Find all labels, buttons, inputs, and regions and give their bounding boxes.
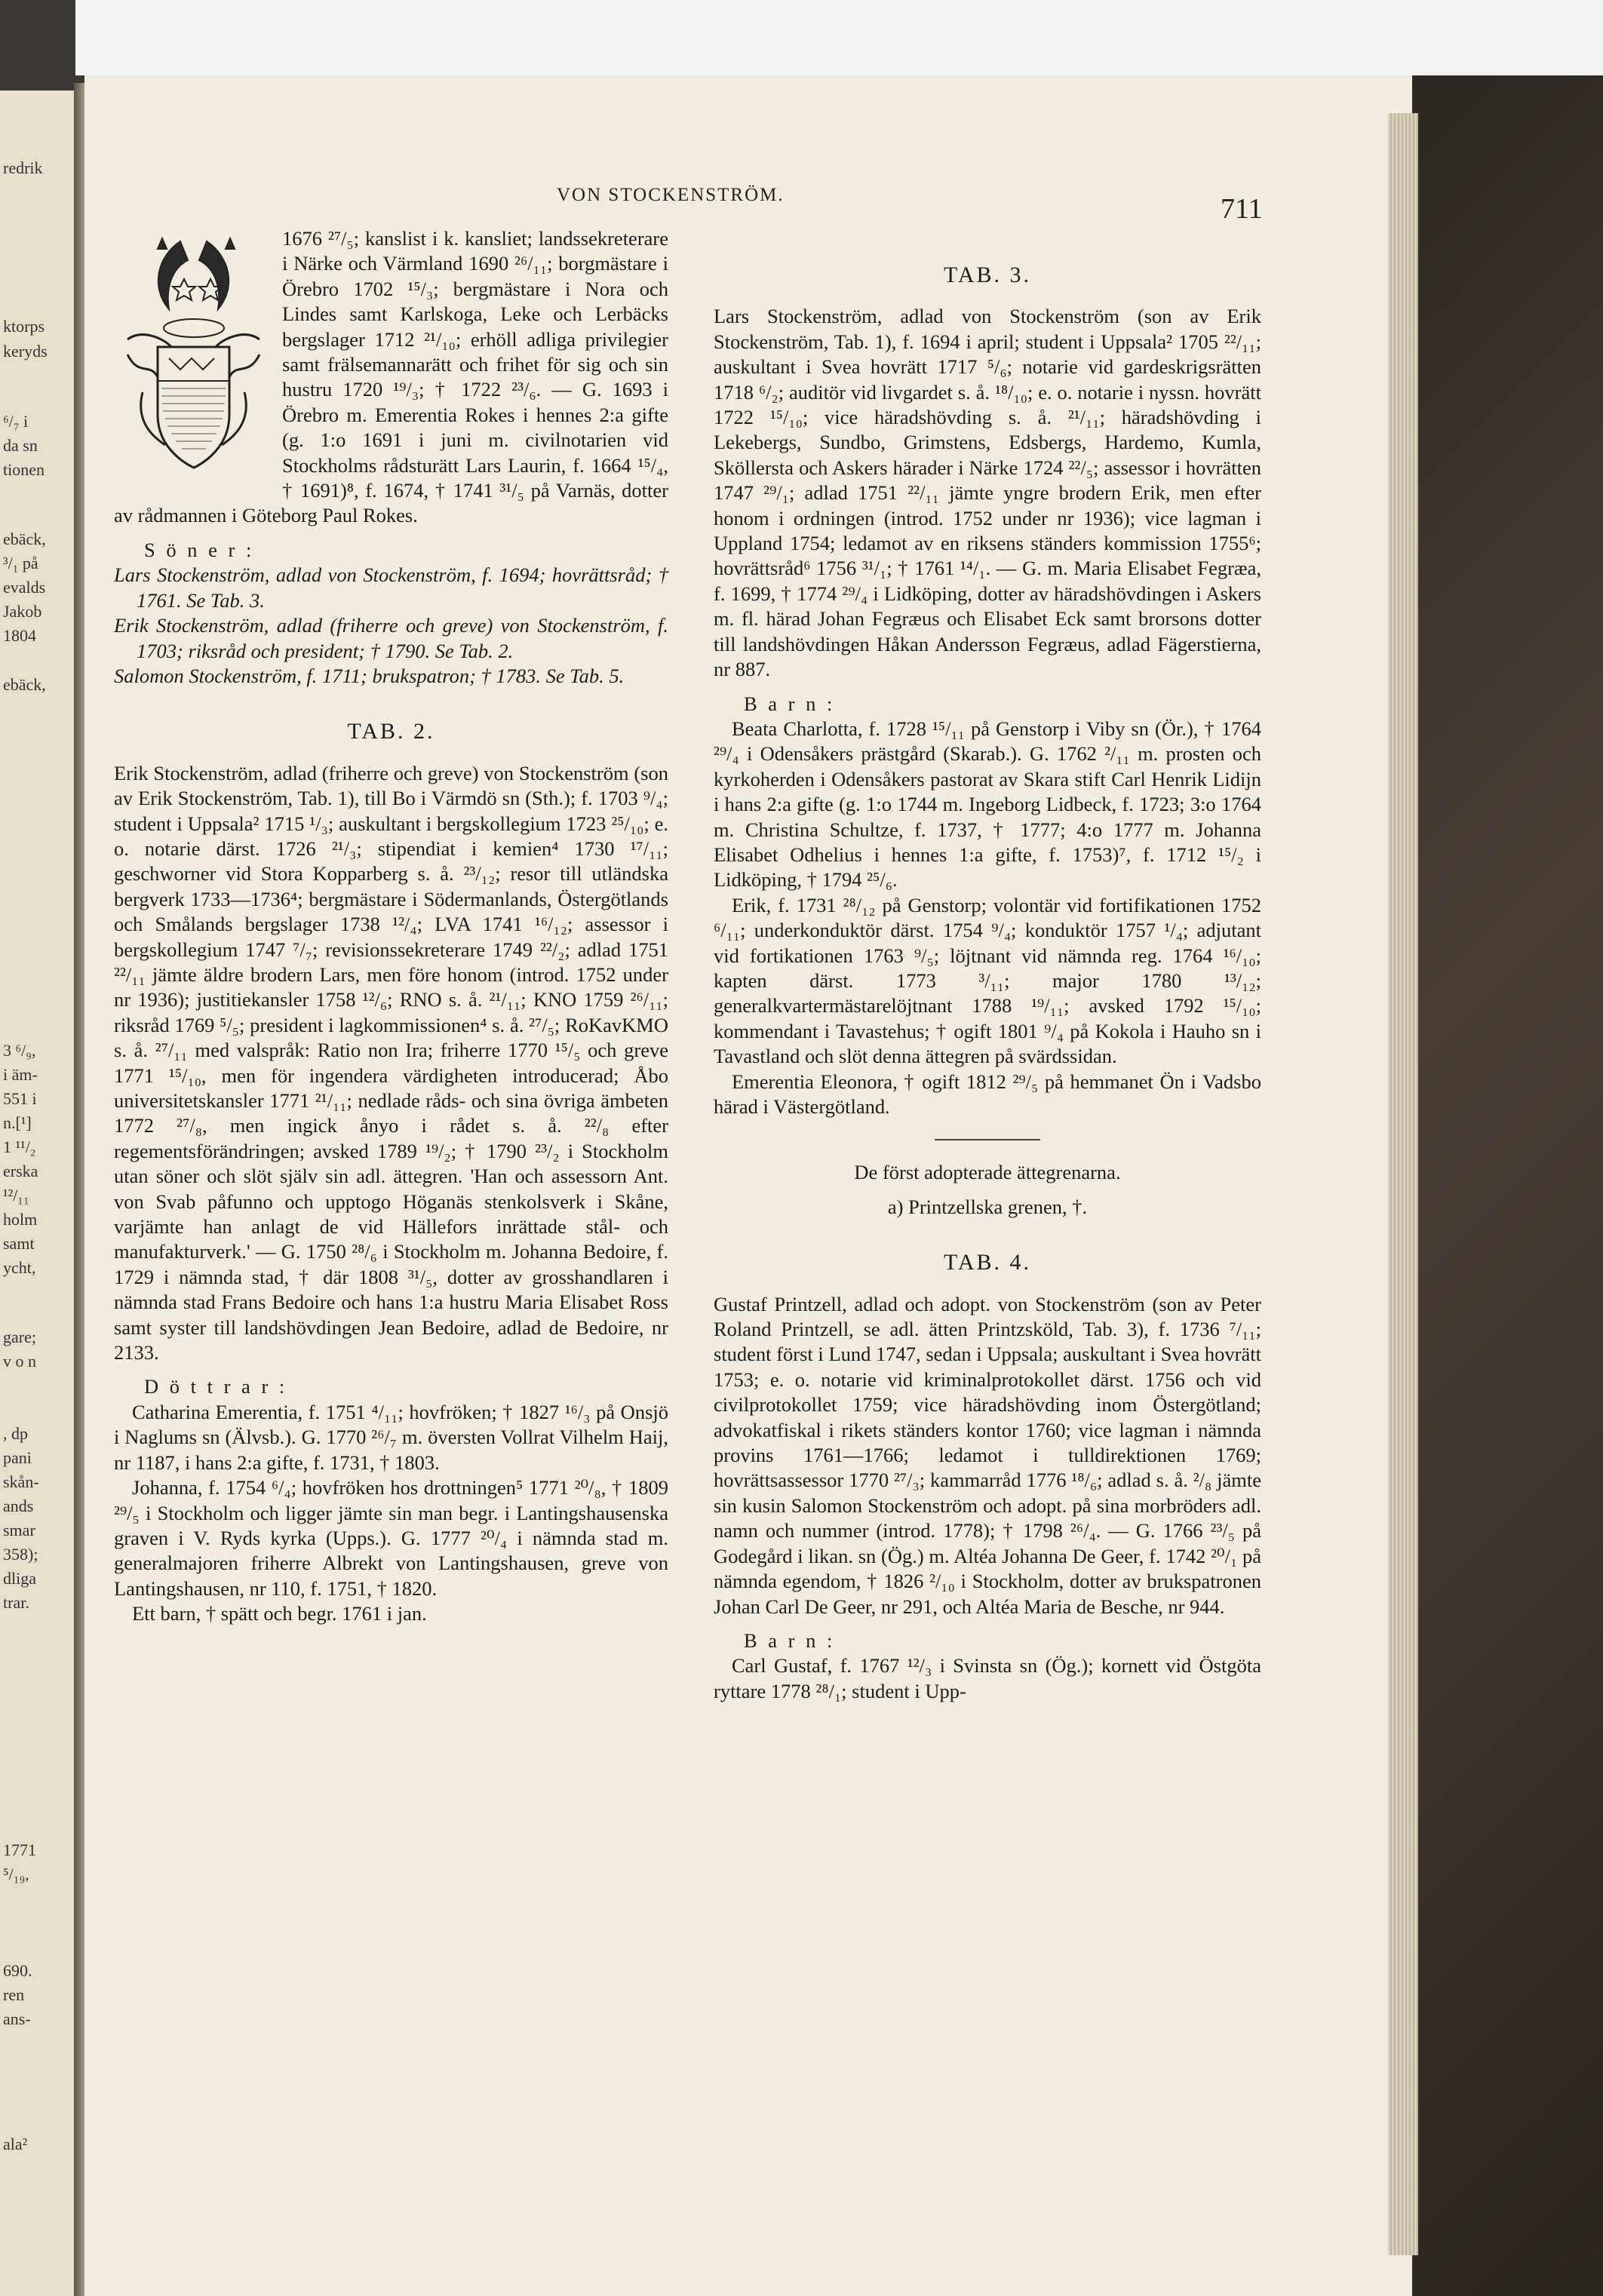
list-item: Beata Charlotta, f. 1728 ¹⁵/₁₁ på Genstorp i Viby sn (Ör.), † 1764 ²⁹/₄ i Odensåkers prästgård (Skarab.). G. 1762 ²/₁₁ m. prosten och kyrkoherden i Odensåkers pastorat av Skara stift Carl Henrik Lidijn i hans 2:a gifte (g. 1:o 1744 m. Ingeborg Lidbeck, f. 1723; 3:o 1764 m. Christina Schultze, f. 1737, † 1777; 4:o 1777 m. Johanna Elisabet Odhelius i hennes 1:a gifte, f. 1753)⁷, f. 1712 ¹⁵/₂ i Lidköping, † 1794 ²⁵/₆.: [714, 717, 1261, 892]
page-edges: [1388, 113, 1418, 2255]
genealogy-entry: Erik Stockenström, adlad (friherre och greve) von Stockenström (son av Erik Stockenström, Tab. 1), till Bo i Värmdö sn (Sth.); f. 1703 ⁹/₄; student i Uppsala² 1715 ¹/₃; auskultant i bergskollegium 1723 ²⁵/₁₀; e. o. notarie därst. 1726 ²¹/₃; stipendiat i kemien⁴ 1730 ¹⁷/₁₁; geschworner vid Stora Kopparberg s. å. ²³/₁₂; resor till utländska bergverk 1733—1736⁴; bergmästare i Södermanlands, Östergötlands och Smålands bergslager 1738 ¹²/₄; LVA 1741 ¹⁶/₁₂; assessor i bergskollegium 1747 ⁷/₇; revisionssekreterare 1749 ²²/₂; adlad 1751 ²²/₁₁ jämte äldre brodern Lars, men före honom (introd. 1752 under nr 1936); justitiekansler 1758 ¹²/₆; RNO s. å. ²¹/₁₁; KNO 1759 ²⁶/₁₁; riksråd 1769 ⁵/₅; president i lagkommissionen⁴ s. å. ²⁷/₅; RoKavKMO s. å. ²⁷/₁₁ med valspråk: Ratio non Ira; friherre 1770 ¹⁵/₅ och greve 1771 ¹⁵/₁₀, men för ingendera värdigheten introducerad; Åbo universitetskansler 1771 ²¹/₁₁; nedlade råds- och sina övriga ämbeten 1772 ²⁷/₈, men ingick ånyo i rådet s. å. ²²/₈ efter regementsförändringen; avsked 1789 ¹⁹/₂; † 1790 ²³/₂ i Stockholm utan söner och slöt själv sin adl. ättegren. 'Han och assessorn Ant. von Svab påfunno och upptogo Höganäs stenkolsverk i Skåne, varjämte han anlagt de vid Hällefors inrättade stål- och manufakturverk.' — G. 1750 ²⁸/₆ i Stockholm m. Johanna Bedoire, f. 1729 i nämnda stad, † där 1808 ³¹/₅, dotter av grosshandlaren i nämnda stad Frans Bedoire och hans 1:a hustru Maria Elisabet Ross samt syster till landshövdingen Jean Bedoire, adlad de Bedoire, nr 2133.: [114, 761, 668, 1364]
prev-page-fragment: pani: [3, 1448, 32, 1467]
prev-page-fragment: keryds: [3, 342, 48, 361]
section-heading-tab3: TAB. 3.: [943, 262, 1032, 287]
prev-page-fragment: 690.: [3, 1961, 32, 1980]
prev-page-fragment: ala²: [3, 2135, 28, 2153]
prev-page-fragment: dliga: [3, 1569, 36, 1588]
prev-page-fragment: smar: [3, 1521, 35, 1539]
prev-page-fragment: 1771: [3, 1840, 36, 1859]
prev-page-fragment: 3 ⁶/₉,: [3, 1041, 36, 1060]
prev-page-fragment: erska: [3, 1162, 38, 1180]
prev-page-fragment: tionen: [3, 460, 45, 479]
prev-page-fragment: ³/₁ på: [3, 554, 38, 572]
genealogy-entry: Gustaf Printzell, adlad och adopt. von Stockenström (son av Peter Roland Printzell, se adl. ätten Printzsköld, Tab. 3), f. 1736 ⁷/₁₁; student först i Lund 1747, sedan i Uppsala; auskultant i Svea hovrätt 1753; e. o. notarie vid kriminalprotokollet därst. 1756 och vid civilprotokollet 1759; vice häradshövding inom Östergötland; advokatfiskal i rikets ständers kontor 1760; vice lagman i nämnda provins 1761—1766; ledamot i tulldirektionen 1769; hovrättsassessor 1770 ²⁷/₃; kammarråd 1776 ¹⁸/₆; adlad s. å. ²/₈ jämte sin kusin Salomon Stockenström och adopt. på sina morbröders adl. namn och nummer (introd. 1778); † 1798 ²⁶/₄. — G. 1766 ²³/₅ på Godegård i likan. sn (Ög.) m. Altéa Johanna De Geer, f. 1742 ²⁰/₁ på nämnda egendom, † 1826 ²/₁₀ i Stockholm, dotter av brukspatronen Johan Carl De Geer, nr 291, och Altéa Maria de Besche, nr 944.: [714, 1292, 1261, 1618]
prev-page-fragment: holm: [3, 1210, 38, 1229]
list-item: Salomon Stockenström, f. 1711; brukspatron; † 1783. Se Tab. 5.: [114, 664, 625, 687]
prev-page-fragment: trar.: [3, 1593, 29, 1612]
prev-page-fragment: evalds: [3, 578, 46, 597]
prev-page-fragment: ands: [3, 1496, 34, 1515]
prev-page-fragment: ¹²/₁₁: [3, 1186, 29, 1205]
prev-page-fragment: 1804: [3, 626, 36, 645]
prev-page-fragment: 358);: [3, 1545, 38, 1564]
prev-page-fragment: , dp: [3, 1424, 28, 1443]
prev-page-fragment: da sn: [3, 436, 38, 455]
section-heading-adopted: De först adopterade ättegrenarna.: [854, 1161, 1121, 1184]
book-cover-binding: [1403, 75, 1603, 2296]
section-heading-tab4: TAB. 4.: [943, 1250, 1032, 1275]
prev-page-fragment: gare;: [3, 1328, 36, 1346]
coat-of-arms-icon: [112, 226, 275, 494]
prev-page-fragment: ⁶/₇ i: [3, 412, 29, 431]
list-item: Ett barn, † spätt och begr. 1761 i jan.: [132, 1602, 427, 1625]
list-item: Erik, f. 1731 ²⁸/₁₂ på Genstorp; volontär vid fortifikationen 1752 ⁶/₁₁; underkonduktör därst. 1754 ⁹/₄; konduktör 1757 ¹/₄; adjutant vid fortikationen 1763 ⁹/₅; löjtnant vid nämnda reg. 1764 ¹⁶/₁₀; kapten därst. 1773 ³/₁₁; major 1780 ¹³/₁₂; generalkvartermästarelöjtnant 1788 ¹⁹/₁₁; avsked 1792 ¹⁵/₁₀; kommendant i Tavastehus; † ogift 1801 ⁹/₄ på Kokola i Hauho sn i Tavastland och slöt denna ättegren på svärdssidan.: [714, 893, 1261, 1068]
section-label-sons: S ö n e r :: [144, 538, 255, 561]
section-heading-tab2: TAB. 2.: [347, 719, 435, 744]
list-item: Erik Stockenström, adlad (friherre och greve) von Stockenström, f. 1703; riksråd och president; † 1790. Se Tab. 2.: [114, 614, 668, 662]
genealogy-entry: Lars Stockenström, adlad von Stockenström (son av Erik Stockenström, Tab. 1), f. 1694 i april; student i Uppsala² 1705 ²²/₁₁; auskultant i Svea hovrätt 1717 ⁵/₆; notarie vid gardeskrigsrätten 1718 ⁶/₂; auditör vid livgardet s. å. ¹⁸/₁₀; e. o. notarie i nyssn. hovrätt 1722 ¹⁵/₁₀; vice häradshövding s. å. ²¹/₁₁; häradshövding i Lekebergs, Sundbo, Grimstens, Edsbergs, Hardemo, Kumla, Sköllersta och Askers härader i Närke 1724 ²²/₅; assessor i hovrätten 1747 ²⁹/₁; adlad 1751 ²²/₁₁ jämte yngre brodern Erik, men efter honom i ordningen (introd. 1752 under nr 1936); vice lagman i Uppland 1754; ledamot av en riksens ständers kommission 1755⁶; hovrättsråd⁶ 1756 ³¹/₁; † 1761 ¹⁴/₁. — G. m. Maria Elisabet Fegræa, f. 1699, † 1774 ²⁹/₄ i Lidköping, dotter av häradshövdingen i Askers m. fl. härad Johan Fegræus och Elisabet Eck samt brorsons dotter till landshövdingen Håkan Andersson Fegræus, adlad Fägerstierna, nr 887.: [714, 305, 1261, 681]
prev-page-fragment: ans-: [3, 2009, 31, 2028]
section-label-daughters: D ö t t r a r :: [144, 1375, 288, 1398]
prev-page-fragment: ⁵/₁₉,: [3, 1865, 29, 1883]
section-label-children: B a r n :: [744, 692, 836, 715]
page-number: 711: [1221, 193, 1263, 225]
prev-page-fragment: 1 ¹¹/₂: [3, 1137, 36, 1156]
section-label-children: B a r n :: [744, 1628, 836, 1652]
prev-page-fragment: ebäck,: [3, 675, 46, 694]
scan-background: [75, 0, 1603, 75]
list-item: Catharina Emerentia, f. 1751 ⁴/₁₁; hovfröken; † 1827 ¹⁶/₃ på Onsjö i Naglums sn (Älvsb.). G. 1770 ²⁶/₇ m. översten Vollrat Vilhelm Haij, nr 1187, i hans 2:a gifte, f. 1731, † 1803.: [114, 1400, 668, 1474]
list-item: Lars Stockenström, adlad von Stockenström, f. 1694; hovrättsråd; † 1761. Se Tab. 3.: [114, 563, 668, 612]
genealogy-entry: 1676 ²⁷/₅; kanslist i k. kansliet; landssekreterare i Närke och Värmland 1690 ²⁶/₁₁; borgmästare i Örebro 1702 ¹⁵/₃; bergmästare i Nora och Lindes samt Karlskoga, Leke och Lerbäcks bergslager 1712 ²¹/₁₀; erhöll adliga privilegier samt frälsemannarätt och frihet för sig och sin hustru 1720 ¹⁹/₃; † 1722 ²³/₆. — G. 1693 i Örebro m. Emerentia Rokes i hennes 2:a gifte (g. 1:o 1691 i juni m. civilnotarien vid Stockholms rådsturätt Lars Laurin, f. 1664 ¹⁵/₄, † 1691)⁸, f. 1674, † 1741 ³¹/₅ på Varnäs, dotter av rådmannen i Göteborg Paul Rokes.: [114, 227, 668, 527]
divider: [935, 1139, 1040, 1140]
prev-page-fragment: ycht,: [3, 1258, 36, 1277]
list-item: Emerentia Eleonora, † ogift 1812 ²⁹/₅ på hemmanet Ön i Vadsbo härad i Västergötland.: [714, 1070, 1261, 1118]
prev-page-fragment: redrik: [3, 158, 43, 177]
prev-page-fragment: ktorps: [3, 317, 45, 336]
right-column: [714, 253, 1261, 1704]
prev-page-fragment: ebäck,: [3, 529, 46, 548]
section-subheading: a) Printzellska grenen, †.: [887, 1195, 1088, 1218]
prev-page-fragment: ren: [3, 1985, 25, 2004]
prev-page-fragment: Jakob: [3, 602, 42, 621]
prev-page-fragment: i äm-: [3, 1065, 38, 1084]
running-header: VON STOCKENSTRÖM.: [557, 185, 785, 205]
list-item: Carl Gustaf, f. 1767 ¹²/₃ i Svinsta sn (Ög.); kornett vid Östgöta ryttare 1778 ²⁸/₁; student i Upp-: [714, 1654, 1261, 1702]
prev-page-fragment: samt: [3, 1234, 35, 1253]
list-item: Johanna, f. 1754 ⁶/₄; hovfröken hos drottningen⁵ 1771 ²⁰/₈, † 1809 ²⁹/₅ i Stockholm och ligger jämte sin man begr. i Lantingshausenska graven i V. Ryds kyrka (Upps.). G. 1777 ²⁰/₄ i nämnda stad m. generalmajoren friherre Albrekt von Lantingshausen, greve von Lantingshausen, nr 110, f. 1751, † 1820.: [114, 1476, 668, 1600]
prev-page-fragment: 551 i: [3, 1089, 37, 1108]
prev-page-fragment: skån-: [3, 1472, 39, 1491]
prev-page-fragment: n.[¹]: [3, 1113, 32, 1132]
left-column: [114, 226, 668, 1627]
prev-page-fragment: v o n: [3, 1352, 36, 1371]
previous-page-edge: [0, 91, 75, 2296]
